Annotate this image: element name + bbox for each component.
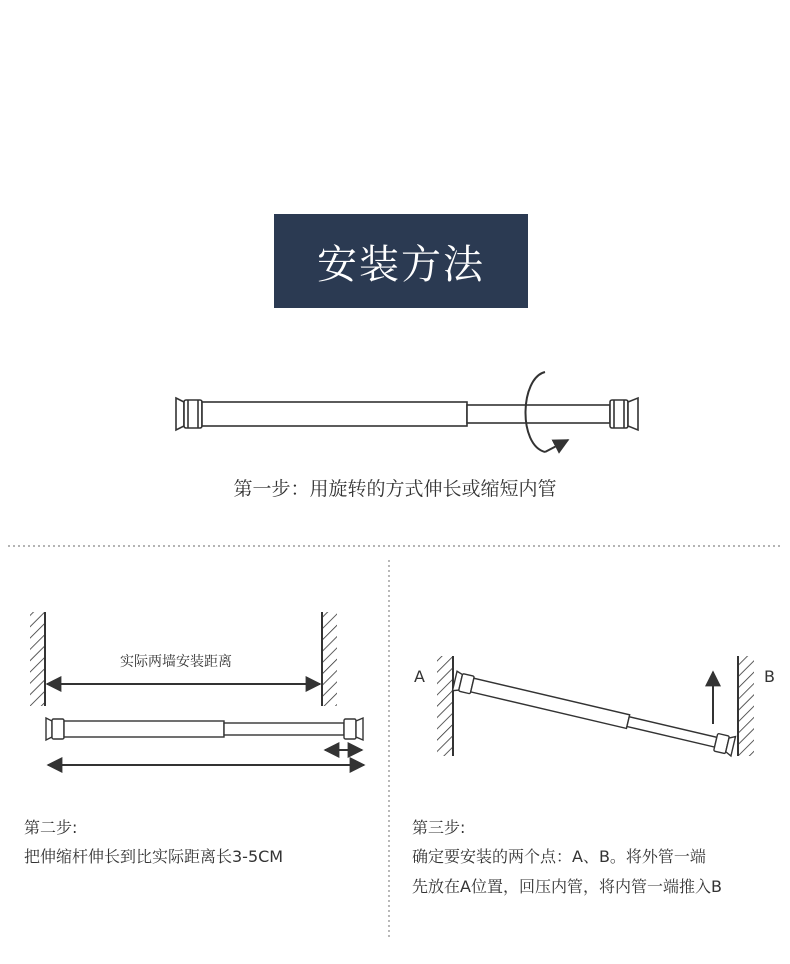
- step2-title: 第二步:: [24, 818, 78, 837]
- step1-caption: 第一步：用旋转的方式伸长或缩短内管: [233, 478, 557, 500]
- page-title: 安装方法: [317, 241, 485, 288]
- step3-wall-a: [437, 656, 453, 756]
- step3-wall-b: [738, 656, 754, 756]
- step2-rod: [46, 718, 363, 740]
- point-b-label: B: [764, 667, 775, 686]
- step2-right-wall: [322, 612, 337, 706]
- step2-description: 把伸缩杆伸长到比实际距离长3-5CM: [24, 847, 284, 866]
- point-a-label: A: [414, 667, 425, 686]
- step3-rod: [452, 671, 735, 756]
- step3-title: 第三步:: [412, 818, 466, 837]
- distance-label: 实际两墙安装距离: [120, 654, 232, 670]
- step3-description-line2: 先放在A位置，回压内管，将内管一端推入B: [412, 877, 722, 896]
- step1-rod: [176, 398, 638, 430]
- step3-description-line1: 确定要安装的两个点：A、B。将外管一端: [412, 847, 706, 866]
- step2-left-wall: [30, 612, 45, 706]
